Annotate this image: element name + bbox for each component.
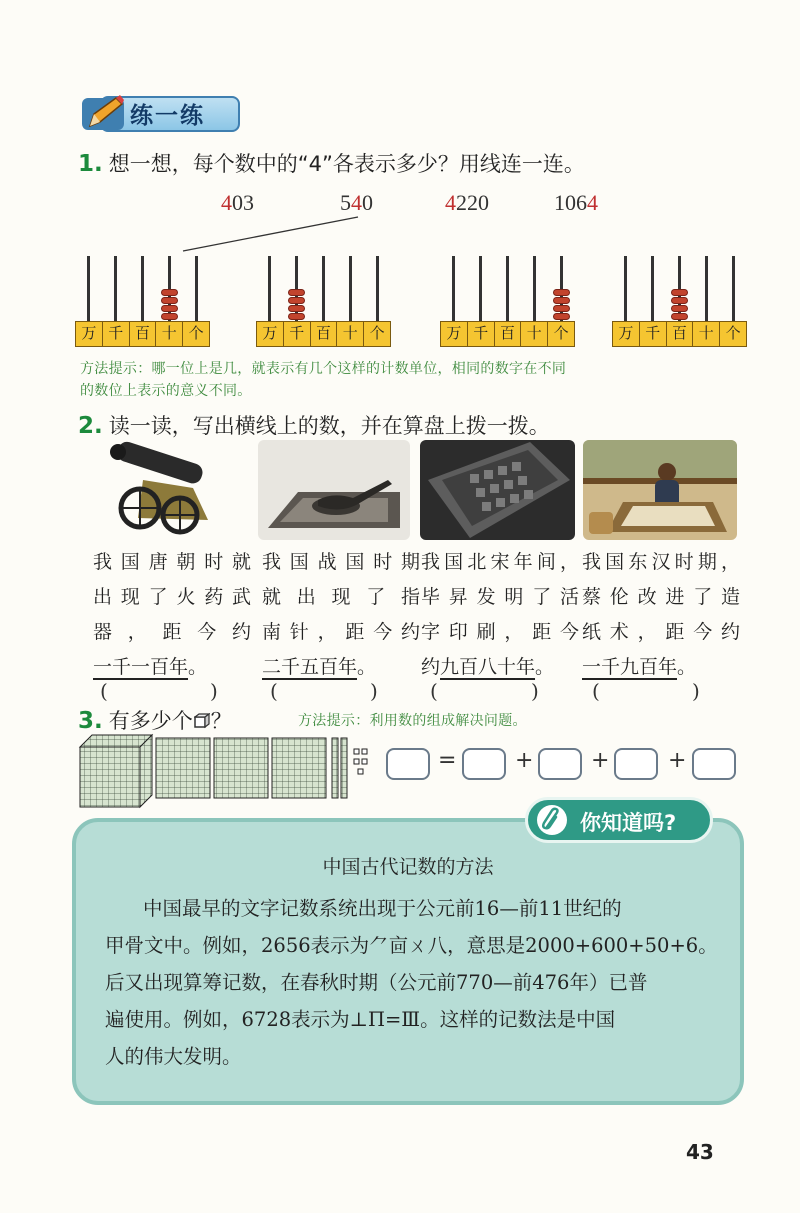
place-label: 个 <box>553 324 569 342</box>
ten-rod <box>332 738 338 798</box>
abacus[interactable] <box>75 256 210 348</box>
info-body <box>105 890 720 1075</box>
place-label: 个 <box>725 324 741 342</box>
compass-spoon-image <box>258 440 410 540</box>
abacus-bead <box>161 305 178 312</box>
place-label: 十 <box>156 322 183 346</box>
question-prompt: 读一读，写出横线上的数，并在算盘上拨一拨。 <box>108 414 550 438</box>
equals-sign: = <box>438 748 457 773</box>
underlined-number: 二千五百年 <box>262 656 358 678</box>
story-text <box>262 545 420 685</box>
paperclip-icon <box>532 800 572 840</box>
abacus-rod <box>651 256 654 321</box>
story-line: 我国北宋年间， <box>421 551 579 573</box>
abacus-rod <box>322 256 325 321</box>
place-label: 万 <box>76 322 103 346</box>
place-label: 十 <box>337 322 364 346</box>
abacus-rod <box>533 256 536 321</box>
place-label: 百 <box>495 322 522 346</box>
story-line: 纸术，距今约 <box>582 621 740 643</box>
underlined-number: 一千一百年 <box>93 656 189 678</box>
story-prefix: 约 <box>421 656 441 678</box>
story-text <box>582 545 740 685</box>
story-line: 南针，距今约 <box>262 621 420 643</box>
number-item[interactable]: 1064 <box>554 190 598 215</box>
question-2 <box>78 410 550 440</box>
answer-paren-left[interactable]: ( <box>430 679 438 703</box>
abacus[interactable] <box>440 256 575 348</box>
place-label: 百 <box>311 322 338 346</box>
place-label: 千 <box>103 322 130 346</box>
story-line <box>582 650 740 685</box>
abacus-bead <box>553 297 570 304</box>
question-number: 2. <box>78 413 103 439</box>
number-item[interactable]: 4220 <box>445 190 489 215</box>
number-item[interactable]: 540 <box>340 190 373 215</box>
place-label: 个 <box>188 324 204 342</box>
abacus-bead <box>288 297 305 304</box>
place-label: 十 <box>693 322 720 346</box>
info-line: 人的伟大发明。 <box>105 1045 242 1068</box>
abacus-rod <box>268 256 271 321</box>
answer-paren-right[interactable]: ) <box>531 679 539 703</box>
story-line: 器，距今约 <box>93 621 251 643</box>
place-label: 百 <box>667 322 694 346</box>
hundred-flat <box>214 738 268 798</box>
story-text <box>93 545 251 685</box>
story-line: 我国东汉时期， <box>582 551 740 573</box>
abacus-bead <box>671 289 688 296</box>
answer-paren-right[interactable]: ) <box>210 679 218 703</box>
info-line: 后又出现算筹记数，在春秋时期（公元前770—前476年）已普 <box>105 971 648 994</box>
question-3 <box>78 705 232 735</box>
story-text <box>421 545 579 685</box>
badge-label: 练一练 <box>130 103 205 129</box>
story-line: 字印刷，距今 <box>421 621 579 643</box>
abacus-place-labels <box>440 321 575 347</box>
story-line: 毕昇发明了活 <box>421 586 579 608</box>
abacus-bead <box>553 289 570 296</box>
info-line: 甲骨文中。例如，2656表示为⺈㐭ㄨ八，意思是2000+600+50+6。 <box>105 934 718 957</box>
cannon-image <box>98 440 228 540</box>
underlined-number: 一千九百年 <box>582 656 678 678</box>
abacus-bead <box>288 305 305 312</box>
abacus[interactable] <box>256 256 391 348</box>
underlined-number: 九百八十年 <box>440 656 536 678</box>
abacus-rod <box>114 256 117 321</box>
story-period: 。 <box>357 656 377 678</box>
abacus-bead <box>553 305 570 312</box>
question-number: 3. <box>78 708 103 734</box>
abacus-bead <box>288 289 305 296</box>
abacus[interactable] <box>612 256 747 348</box>
story-line <box>93 650 251 685</box>
info-line: 遍使用。例如，6728表示为⊥Π=Ⅲ。这样的记数法是中国 <box>105 1008 616 1031</box>
unit-cube-icon <box>194 713 210 729</box>
abacus-bead <box>288 313 305 320</box>
did-you-know-tab <box>525 797 713 843</box>
place-label: 万 <box>257 322 284 346</box>
tip-line: 的数位上表示的意义不同。 <box>80 383 252 399</box>
place-label: 千 <box>640 322 667 346</box>
answer-box-tens[interactable] <box>614 748 658 780</box>
answer-paren-right[interactable]: ) <box>370 679 378 703</box>
place-label: 个 <box>369 324 385 342</box>
answer-box-total[interactable] <box>386 748 430 780</box>
abacus-bead <box>161 297 178 304</box>
papermaking-image <box>583 440 737 540</box>
story-period: 。 <box>677 656 697 678</box>
story-line: 蔡伦改进了造 <box>582 586 740 608</box>
answer-box-thousands[interactable] <box>462 748 506 780</box>
place-label: 万 <box>613 322 640 346</box>
story-line: 出现了火药武 <box>93 586 251 608</box>
answer-paren-left[interactable]: ( <box>100 679 108 703</box>
info-line: 中国最早的文字记数系统出现于公元前16—前11世纪的 <box>143 897 622 920</box>
abacus-rod <box>705 256 708 321</box>
story-period: 。 <box>188 656 208 678</box>
number-item[interactable]: 403 <box>221 190 254 215</box>
base-ten-blocks <box>78 733 378 811</box>
story-line: 就出现了指 <box>262 586 420 608</box>
tip-line: 方法提示：利用数的组成解决问题。 <box>298 713 527 729</box>
abacus-bead <box>553 313 570 320</box>
plus-sign: + <box>591 748 610 773</box>
abacus-rod <box>452 256 455 321</box>
answer-paren-right[interactable]: ) <box>692 679 700 703</box>
abacus-rod <box>732 256 735 321</box>
abacus-rod <box>87 256 90 321</box>
story-period: 。 <box>535 656 555 678</box>
page-number: 43 <box>686 1140 714 1164</box>
abacus-place-labels <box>256 321 391 347</box>
answer-paren-left[interactable]: ( <box>270 679 278 703</box>
question-prompt: 想一想，每个数中的“4”各表示多少？用线连一连。 <box>108 152 585 176</box>
question-prompt-end: ？ <box>210 709 232 733</box>
place-label: 千 <box>468 322 495 346</box>
abacus-bead <box>161 313 178 320</box>
abacus-rod <box>624 256 627 321</box>
abacus-bead <box>161 289 178 296</box>
abacus-rod <box>349 256 352 321</box>
plus-sign: + <box>668 748 687 773</box>
story-line: 我国唐朝时就 <box>93 551 251 573</box>
abacus-bead <box>671 297 688 304</box>
movable-type-image <box>420 440 575 540</box>
info-title: 中国古代记数的方法 <box>322 856 494 878</box>
abacus-rod <box>506 256 509 321</box>
abacus-rod <box>195 256 198 321</box>
abacus-rod <box>141 256 144 321</box>
abacus-rod <box>479 256 482 321</box>
abacus-bead <box>671 313 688 320</box>
abacus-bead <box>671 305 688 312</box>
connection-line <box>0 0 800 300</box>
place-label: 万 <box>441 322 468 346</box>
place-label: 十 <box>521 322 548 346</box>
place-label: 百 <box>130 322 157 346</box>
story-line <box>421 650 579 685</box>
story-line <box>262 650 420 685</box>
abacus-rod <box>376 256 379 321</box>
did-you-know-label: 你知道吗? <box>580 811 677 835</box>
plus-sign: + <box>515 748 534 773</box>
hundred-flat <box>156 738 210 798</box>
place-label: 千 <box>284 322 311 346</box>
abacus-place-labels <box>612 321 747 347</box>
unit-cubes <box>354 749 367 774</box>
hundred-flat <box>272 738 326 798</box>
ten-rod <box>341 738 347 798</box>
answer-box-hundreds[interactable] <box>538 748 582 780</box>
question-prompt: 有多少个 <box>108 709 193 733</box>
thousand-cube <box>80 735 152 807</box>
question-number: 1. <box>78 151 103 177</box>
answer-box-ones[interactable] <box>692 748 736 780</box>
abacus-place-labels <box>75 321 210 347</box>
story-line: 我国战国时期 <box>262 551 420 573</box>
answer-paren-left[interactable]: ( <box>592 679 600 703</box>
tip-line: 方法提示：哪一位上是几，就表示有几个这样的计数单位，相同的数字在不同 <box>80 361 567 377</box>
